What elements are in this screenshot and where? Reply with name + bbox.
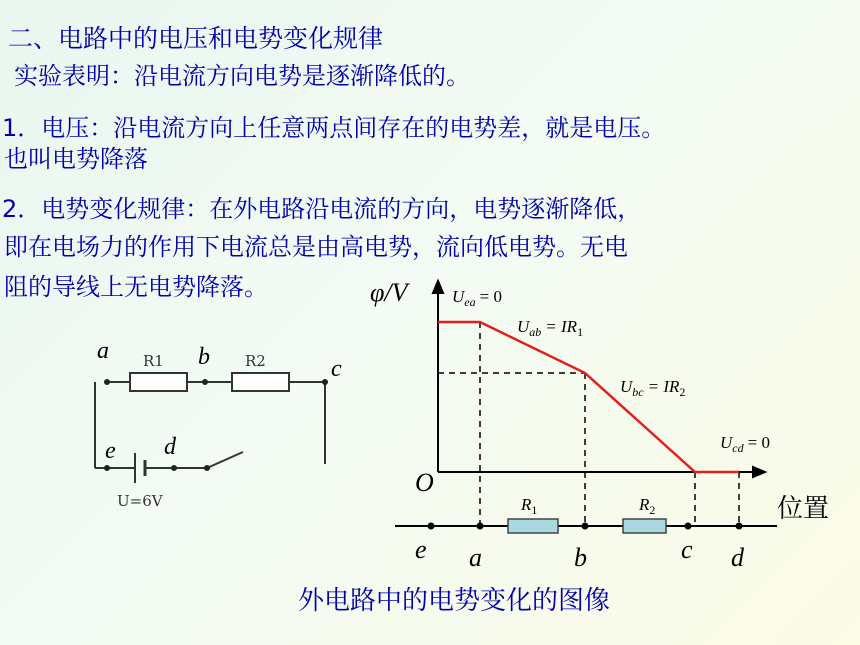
point-label-c: c — [681, 535, 693, 564]
label-u-ea: $U_{ea} = 0$ — [452, 287, 502, 309]
node-b — [202, 379, 208, 385]
r1-label: R1 — [143, 352, 164, 370]
circuit-label-d: d — [164, 434, 176, 460]
point-b — [582, 523, 589, 530]
point1-line2: 也叫电势降落 — [4, 145, 148, 173]
circuit-label-c: c — [331, 356, 342, 382]
label-u-bc: $U_{bc} = IR_2$ — [620, 377, 686, 399]
node-d — [171, 465, 177, 471]
point2-line2: 即在电场力的作用下电流总是由高电势，流向低电势。无电 — [4, 233, 628, 261]
circuit-label-a: a — [97, 338, 109, 364]
switch-pivot — [204, 465, 210, 471]
point2-line3: 阻的导线上无电势降落。 — [4, 273, 268, 301]
point-e — [428, 523, 435, 530]
section-heading: 二、电路中的电压和电势变化规律 — [8, 24, 384, 53]
node-a — [104, 379, 110, 385]
node-c — [322, 379, 328, 385]
graph-r1-label: $R_1$ — [521, 495, 538, 517]
label-u-ab: $U_{ab} = IR_1$ — [517, 317, 584, 339]
resistor-r1 — [130, 373, 187, 391]
point-label-b: b — [574, 543, 587, 572]
point-a — [477, 523, 484, 530]
y-axis-label: φ/V — [370, 278, 408, 307]
point1-line1: 1．电压：沿电流方向上任意两点间存在的电势差，就是电压。 — [2, 114, 666, 142]
y-axis-arrow — [433, 281, 443, 293]
x-axis-label: 位置 — [777, 494, 830, 524]
r2-label: R2 — [245, 352, 266, 370]
point-d — [736, 523, 743, 530]
circuit-diagram — [85, 330, 345, 530]
figure-caption: 外电路中的电势变化的图像 — [298, 586, 611, 616]
potential-curve — [438, 322, 739, 472]
point-label-a: a — [469, 543, 482, 572]
source-label: U=6V — [117, 492, 163, 510]
point-c — [685, 523, 692, 530]
x-axis-arrow — [753, 467, 765, 477]
graph-resistor-r1 — [508, 519, 558, 533]
intro-text: 实验表明：沿电流方向电势是逐渐降低的。 — [14, 62, 470, 90]
point-label-d: d — [731, 543, 744, 572]
point-label-e: e — [415, 535, 427, 564]
label-u-cd: $U_{cd} = 0$ — [720, 433, 770, 455]
origin-label: O — [415, 468, 434, 497]
circuit-label-b: b — [198, 344, 210, 370]
potential-graph — [345, 255, 855, 575]
resistor-r2 — [232, 373, 289, 391]
switch-blade — [207, 452, 243, 468]
circuit-label-e: e — [105, 438, 116, 464]
node-e — [104, 465, 110, 471]
graph-resistor-r2 — [623, 519, 666, 533]
graph-r2-label: $R_2$ — [639, 495, 656, 517]
point2-line1: 2．电势变化规律：在外电路沿电流的方向，电势逐渐降低， — [2, 195, 642, 223]
